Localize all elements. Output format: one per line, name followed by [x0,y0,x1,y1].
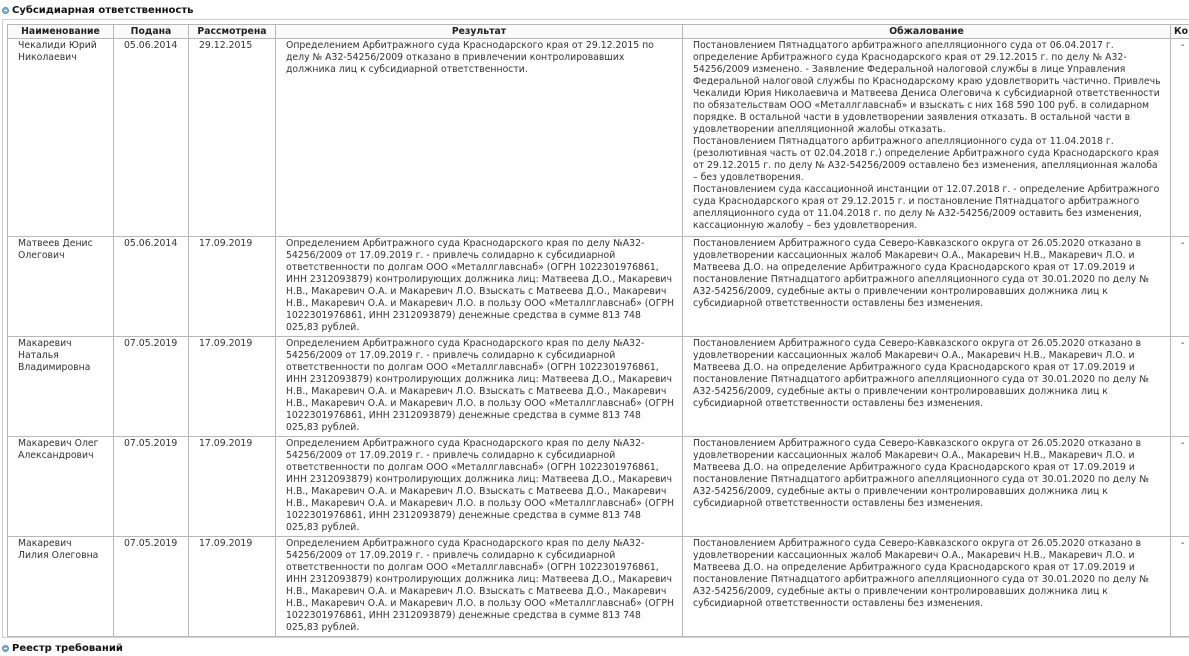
cell-appeal [683,39,1171,237]
appeal-paragraph: Постановлением Арбитражного суда Северо-Кавказского округа от 26.05.2020 отказано в удовлетворении кассационных жалоб Макаревич О.А., Макаревич Н.В., Макаревич Л.О. и Матвеева Д.О. на определение Арбитражного суда Краснодарского края от 17.09.2019 и постановление Пятнадцатого арбитражного апелляционного суда от 30.01.2020 по делу № А32-54256/2009, судебные акты о привлечении контролировавших должника лиц к субсидиарной ответственности оставлены без изменения. [693,538,1162,610]
column-header-appeal[interactable]: Обжалование [683,25,1171,39]
column-header-reviewed[interactable]: Рассмотрена [189,25,276,39]
cell-reviewed: 17.09.2019 [189,437,276,537]
cell-extra: - [1171,437,1189,537]
cell-extra: - [1171,537,1189,637]
cell-appeal [683,237,1171,337]
cell-name: Чекалиди Юрий Николаевич [8,39,114,237]
cell-name: Макаревич Лилия Олеговна [8,537,114,637]
appeal-paragraph: Постановлением Арбитражного суда Северо-Кавказского округа от 26.05.2020 отказано в удовлетворении кассационных жалоб Макаревич О.А., Макаревич Н.В., Макаревич Л.О. и Матвеева Д.О. на определение Арбитражного суда Краснодарского края от 17.09.2019 и постановление Пятнадцатого арбитражного апелляционного суда от 30.01.2020 по делу № А32-54256/2009, судебные акты о привлечении контролировавших должника лиц к субсидиарной ответственности оставлены без изменения. [693,438,1162,510]
table-header-row [8,25,1189,39]
column-header-name[interactable]: Наименование [8,25,114,39]
table-row [8,237,1189,337]
cell-result: Определением Арбитражного суда Краснодарского края по делу №А32-54256/2009 от 17.09.2019 г. - привлечь солидарно к субсидиарной ответственности по долгам ООО «Металлглавснаб» (ОГРН 1022301976861, ИНН 2312093879) контролирующих должника лиц: Матвеева Д.О., Макаревич Н.В., Макаревич О.А. и Макаревич Л.О. Взыскать с Матвеева Д.О., Макаревич Н.В., Макаревич О.А. и Макаревич Л.О. в пользу ООО «Металлглавснаб» (ОГРН 1022301976861, ИНН 2312093879) денежные средства в сумме 813 748 025,83 рублей. [276,337,683,437]
section-title: Реестр требований [12,643,123,654]
table-row [8,337,1189,437]
cell-appeal [683,337,1171,437]
section-header-subsidiary[interactable] [2,2,193,18]
table-row [8,39,1189,237]
appeal-paragraph: Постановлением суда кассационной инстанции от 12.07.2018 г. - определение Арбитражного суда Краснодарского края от 29.12.2015 г. и постановление Пятнадцатого арбитражного апелляционного суда от 11.04.2018 г. по делу № А32-54256/2009 оставить без изменения, кассационную жалобу – без удовлетворения. [693,184,1162,232]
subsidiary-table [7,24,1189,637]
cell-reviewed: 17.09.2019 [189,237,276,337]
appeal-paragraph: Постановлением Арбитражного суда Северо-Кавказского округа от 26.05.2020 отказано в удовлетворении кассационных жалоб Макаревич О.А., Макаревич Н.В., Макаревич Л.О. и Матвеева Д.О. на определение Арбитражного суда Краснодарского края от 17.09.2019 и постановление Пятнадцатого арбитражного апелляционного суда от 30.01.2020 по делу № А32-54256/2009, судебные акты о привлечении контролировавших должника лиц к субсидиарной ответственности оставлены без изменения. [693,338,1162,410]
appeal-paragraph: Постановлением Арбитражного суда Северо-Кавказского округа от 26.05.2020 отказано в удовлетворении кассационных жалоб Макаревич О.А., Макаревич Н.В., Макаревич Л.О. и Матвеева Д.О. на определение Арбитражного суда Краснодарского края от 17.09.2019 и постановление Пятнадцатого арбитражного апелляционного суда от 30.01.2020 по делу № А32-54256/2009, судебные акты о привлечении контролировавших должника лиц к субсидиарной ответственности оставлены без изменения. [693,238,1162,310]
section-header-registry[interactable] [2,640,123,656]
cell-name: Макаревич Олег Александрович [8,437,114,537]
cell-extra: - [1171,237,1189,337]
collapse-icon[interactable] [2,7,9,14]
cell-filed: 05.06.2014 [114,39,189,237]
column-header-result[interactable]: Результат [276,25,683,39]
cell-filed: 07.05.2019 [114,437,189,537]
appeal-paragraph: Постановлением Пятнадцатого арбитражного апелляционного суда от 11.04.2018 г. (резолютивная часть от 02.04.2018 г.) определение Арбитражного суда Краснодарского края от 29.12.2015 г. по делу № А32-54256/2009 оставлено без изменения, апелляционная жалоба – без удовлетворения. [693,136,1162,184]
cell-extra: - [1171,337,1189,437]
cell-reviewed: 17.09.2019 [189,537,276,637]
cell-appeal [683,437,1171,537]
cell-filed: 05.06.2014 [114,237,189,337]
cell-appeal [683,537,1171,637]
cell-result: Определением Арбитражного суда Краснодарского края по делу №А32-54256/2009 от 17.09.2019 г. - привлечь солидарно к субсидиарной ответственности по долгам ООО «Металлглавснаб» (ОГРН 1022301976861, ИНН 2312093879) контролирующих должника лиц: Матвеева Д.О., Макаревич Н.В., Макаревич О.А. и Макаревич Л.О. Взыскать с Матвеева Д.О., Макаревич Н.В., Макаревич О.А. и Макаревич Л.О. в пользу ООО «Металлглавснаб» (ОГРН 1022301976861, ИНН 2312093879) денежные средства в сумме 813 748 025,83 рублей. [276,237,683,337]
cell-name: Макаревич Наталья Владимировна [8,337,114,437]
collapse-icon[interactable] [2,645,9,652]
table-row [8,537,1189,637]
column-header-extra[interactable]: Ко [1171,25,1189,39]
cell-result: Определением Арбитражного суда Краснодарского края по делу №А32-54256/2009 от 17.09.2019 г. - привлечь солидарно к субсидиарной ответственности по долгам ООО «Металлглавснаб» (ОГРН 1022301976861, ИНН 2312093879) контролирующих должника лиц: Матвеева Д.О., Макаревич Н.В., Макаревич О.А. и Макаревич Л.О. Взыскать с Матвеева Д.О., Макаревич Н.В., Макаревич О.А. и Макаревич Л.О. в пользу ООО «Металлглавснаб» (ОГРН 1022301976861, ИНН 2312093879) денежные средства в сумме 813 748 025,83 рублей. [276,437,683,537]
cell-filed: 07.05.2019 [114,337,189,437]
section-title: Субсидиарная ответственность [12,5,193,16]
table-row [8,437,1189,537]
cell-name: Матвеев Денис Олегович [8,237,114,337]
cell-reviewed: 29.12.2015 [189,39,276,237]
cell-reviewed: 17.09.2019 [189,337,276,437]
cell-result: Определением Арбитражного суда Краснодарского края от 29.12.2015 по делу № А32-54256/2009 отказано в привлечении контролировавших должника лиц к субсидиарной ответственности. [276,39,683,237]
cell-result: Определением Арбитражного суда Краснодарского края по делу №А32-54256/2009 от 17.09.2019 г. - привлечь солидарно к субсидиарной ответственности по долгам ООО «Металлглавснаб» (ОГРН 1022301976861, ИНН 2312093879) контролирующих должника лиц: Матвеева Д.О., Макаревич Н.В., Макаревич О.А. и Макаревич Л.О. Взыскать с Матвеева Д.О., Макаревич Н.В., Макаревич О.А. и Макаревич Л.О. в пользу ООО «Металлглавснаб» (ОГРН 1022301976861, ИНН 2312093879) денежные средства в сумме 813 748 025,83 рублей. [276,537,683,637]
column-header-filed[interactable]: Подана [114,25,189,39]
cell-extra: - [1171,39,1189,237]
appeal-paragraph: Постановлением Пятнадцатого арбитражного апелляционного суда от 06.04.2017 г. определение Арбитражного суда Краснодарского края от 29.12.2015 г. по делу № А32-54256/2009 изменено. - Заявление Федеральной налоговой службы в лице Управления Федеральной налоговой службы по Краснодарскому краю удовлетворить частично. Привлечь Чекалиди Юрия Николаевича и Матвеева Дениса Олеговича к субсидиарной ответственности по обязательствам ООО «Металлглавснаб» и взыскать с них 168 590 100 руб. в солидарном порядке. В остальной части в удовлетворении заявления отказать. В остальной части в удовлетворении апелляционной жалобы отказать. [693,40,1162,136]
cell-filed: 07.05.2019 [114,537,189,637]
